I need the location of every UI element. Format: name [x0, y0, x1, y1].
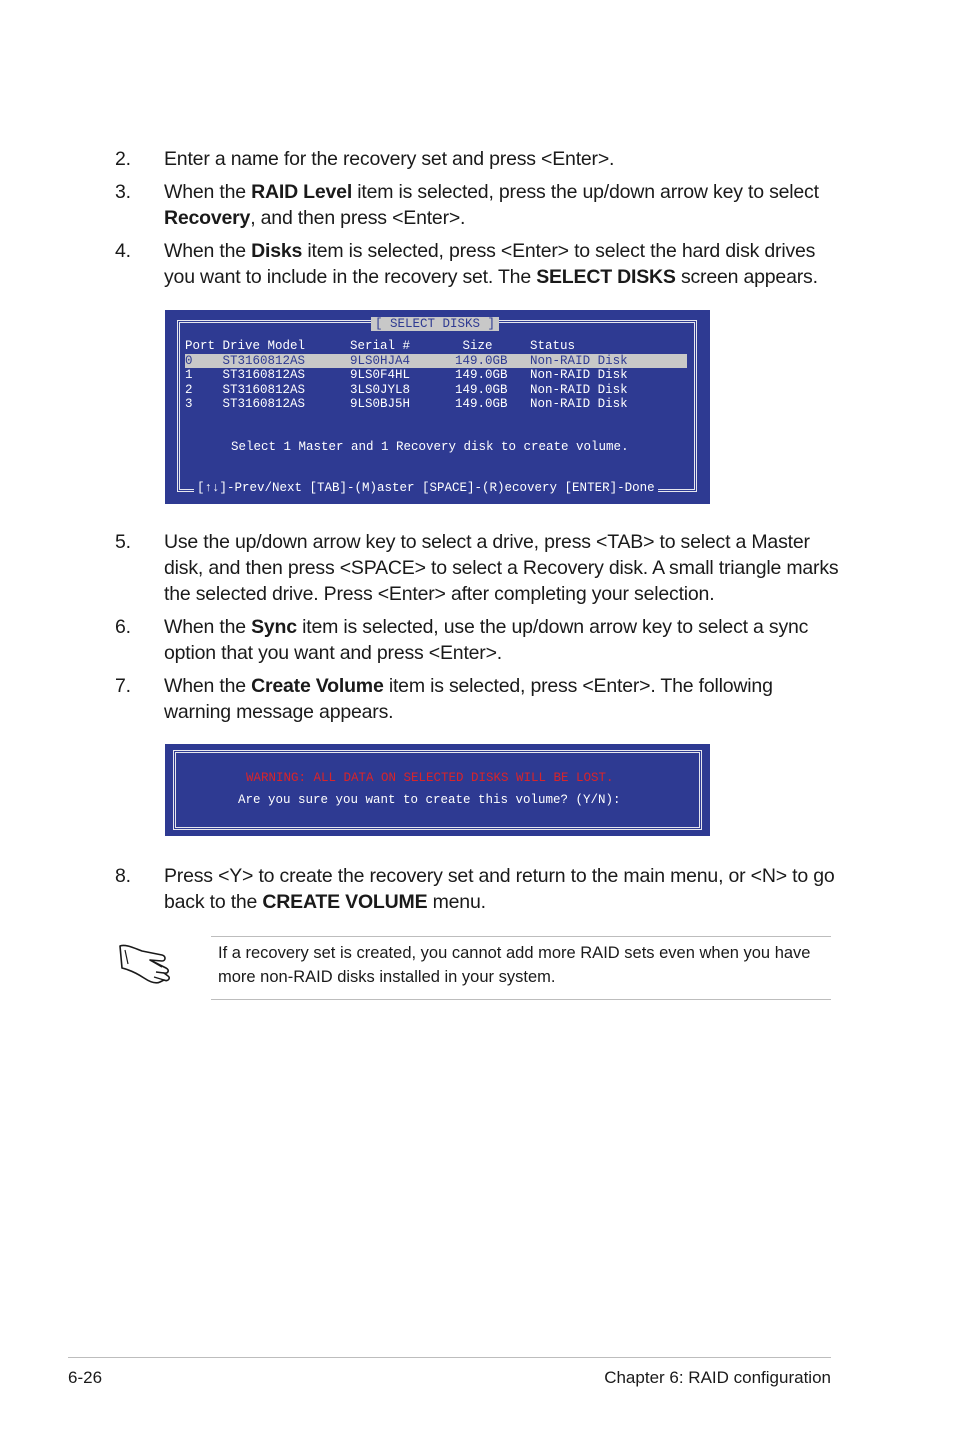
step-text [164, 238, 844, 290]
footer-rule [68, 1357, 831, 1358]
key-help-bar: [↑↓]-Prev/Next [TAB]-(M)aster [SPACE]-(R)ecovery [ENTER]-Done [194, 481, 658, 496]
step-number: 2. [115, 148, 131, 170]
warning-dialog [165, 744, 710, 836]
step-number: 6. [115, 616, 131, 638]
dialog-border [173, 750, 702, 830]
step-text-run: , and then press <Enter>. [250, 207, 466, 229]
bold-term: Create Volume [251, 675, 384, 697]
select-instruction: Select 1 Master and 1 Recovery disk to create volume. [231, 440, 629, 454]
bold-term: CREATE VOLUME [262, 891, 428, 913]
step-text [164, 673, 844, 725]
step-text-run: screen appears. [675, 266, 818, 288]
step-text-run: menu. [427, 891, 486, 913]
step-number: 8. [115, 865, 131, 887]
step-text [164, 529, 844, 607]
step-number: 5. [115, 531, 131, 553]
step-text-run: item is selected, press the up/down arrow key to select [352, 181, 819, 203]
disk-row[interactable]: 1 ST3160812AS 9LS0F4HL 149.0GB Non-RAID Disk [185, 368, 628, 382]
step-text-run: Press <Y> to create the recovery set and return to the main menu, or <N> to go back to the [164, 865, 835, 913]
step-text-run: item is selected, press <Enter> to select the hard disk drives you want to include in the recovery set. The [164, 240, 816, 288]
bold-term: Disks [251, 240, 303, 262]
note-top-rule [211, 936, 831, 937]
step-text-run: Use the up/down arrow key to select a drive, press <TAB> to select a Master disk, and then press <SPACE> to select a Recovery disk. A small triangle marks the selected drive. Press <Enter> after completing your selection. [164, 531, 839, 605]
step-text-run: item is selected, use the up/down arrow key to select a sync option that you want and press <Enter>. [164, 616, 809, 664]
step-text [164, 146, 844, 172]
step-text-run: When the [164, 675, 252, 697]
select-disks-title: [ SELECT DISKS ] [371, 317, 499, 331]
pointing-hand-icon [116, 936, 182, 991]
step-text-run: item is selected, press <Enter>. The following warning message appears. [164, 675, 773, 723]
bold-term: Sync [251, 616, 297, 638]
warning-message: WARNING: ALL DATA ON SELECTED DISKS WILL BE LOST. [246, 771, 614, 785]
note-bottom-rule [211, 999, 831, 1000]
disk-table-header: Port Drive Model Serial # Size Status [185, 339, 576, 353]
step-text-run: When the [164, 616, 252, 638]
disk-row[interactable]: 3 ST3160812AS 9LS0BJ5H 149.0GB Non-RAID Disk [185, 397, 628, 411]
confirm-prompt[interactable]: Are you sure you want to create this volume? (Y/N): [238, 793, 621, 807]
bold-term: Recovery [164, 207, 251, 229]
bold-term: RAID Level [251, 181, 353, 203]
chapter-title: Chapter 6: RAID configuration [604, 1368, 831, 1387]
step-number: 7. [115, 675, 131, 697]
bold-term: SELECT DISKS [536, 266, 676, 288]
step-text-run: When the [164, 181, 252, 203]
step-text-run: Enter a name for the recovery set and press <Enter>. [164, 148, 615, 170]
disk-row[interactable]: 2 ST3160812AS 3LS0JYL8 149.0GB Non-RAID Disk [185, 383, 628, 397]
step-text [164, 179, 844, 231]
step-text [164, 614, 844, 666]
note-text: If a recovery set is created, you cannot add more RAID sets even when you have more non-RAID disks installed in your system. [218, 944, 811, 986]
step-number: 3. [115, 181, 131, 203]
step-number: 4. [115, 240, 131, 262]
step-text-run: When the [164, 240, 252, 262]
page-number: 6-26 [68, 1368, 103, 1387]
step-text [164, 863, 844, 915]
disk-row[interactable]: 0 ST3160812AS 9LS0HJA4 149.0GB Non-RAID Disk [185, 354, 628, 368]
